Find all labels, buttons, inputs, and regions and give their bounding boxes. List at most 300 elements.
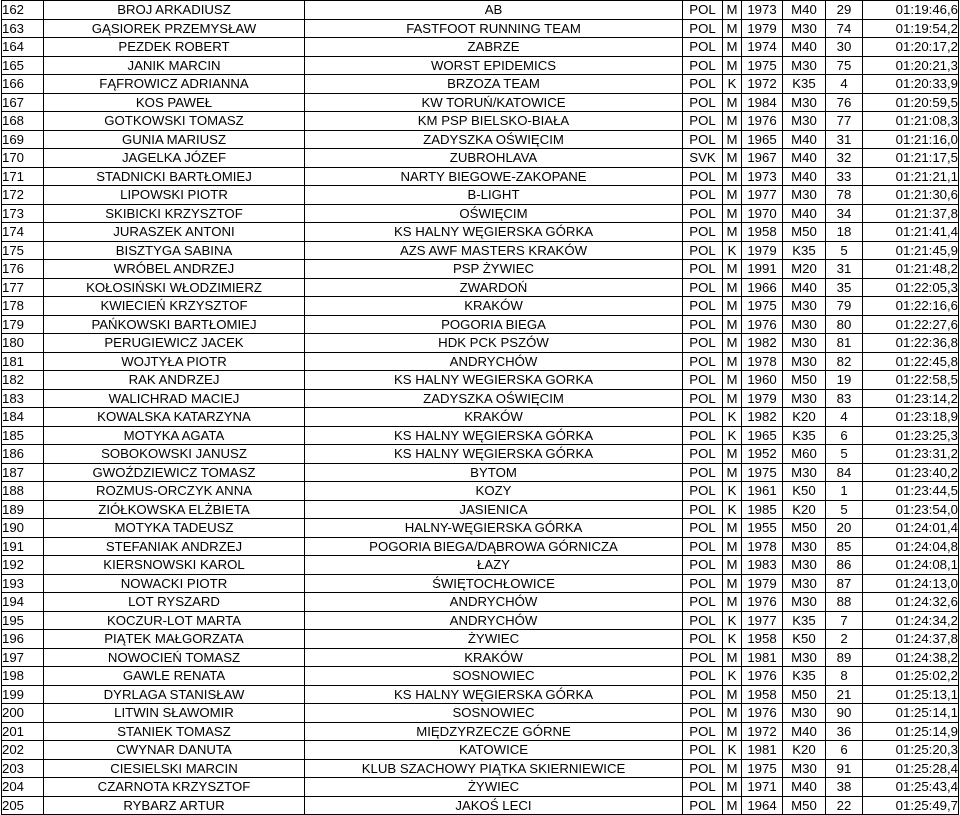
category-cell: M20 — [783, 260, 826, 279]
category-place-cell: 1 — [826, 482, 863, 501]
sex-cell: M — [723, 796, 742, 815]
birth-year-cell: 1958 — [742, 223, 783, 242]
runner-name-cell: GWOŹDZIEWICZ TOMASZ — [44, 463, 305, 482]
finish-time-cell: 01:20:17,2 — [863, 38, 959, 57]
birth-year-cell: 1981 — [742, 741, 783, 760]
category-cell: M30 — [783, 186, 826, 205]
place-cell: 193 — [2, 574, 44, 593]
finish-time-cell: 01:24:38,2 — [863, 648, 959, 667]
birth-year-cell: 1973 — [742, 167, 783, 186]
table-row — [2, 796, 959, 815]
runner-name-cell: KIERSNOWSKI KAROL — [44, 556, 305, 575]
table-row — [2, 426, 959, 445]
table-row — [2, 75, 959, 94]
category-place-cell: 29 — [826, 1, 863, 20]
sex-cell: M — [723, 463, 742, 482]
place-cell: 170 — [2, 149, 44, 168]
table-row — [2, 611, 959, 630]
table-row — [2, 704, 959, 723]
nationality-cell: POL — [683, 500, 723, 519]
club-cell: JAKOŚ LECI — [305, 796, 683, 815]
category-place-cell: 80 — [826, 315, 863, 334]
finish-time-cell: 01:25:02,2 — [863, 667, 959, 686]
place-cell: 180 — [2, 334, 44, 353]
finish-time-cell: 01:22:16,6 — [863, 297, 959, 316]
category-cell: M50 — [783, 519, 826, 538]
club-cell: KS HALNY WEGIERSKA GORKA — [305, 371, 683, 390]
sex-cell: M — [723, 352, 742, 371]
table-row — [2, 297, 959, 316]
table-row — [2, 722, 959, 741]
category-place-cell: 36 — [826, 722, 863, 741]
category-place-cell: 83 — [826, 389, 863, 408]
place-cell: 195 — [2, 611, 44, 630]
place-cell: 196 — [2, 630, 44, 649]
club-cell: ŚWIĘTOCHŁOWICE — [305, 574, 683, 593]
club-cell: KS HALNY WĘGIERSKA GÓRKA — [305, 223, 683, 242]
sex-cell: M — [723, 722, 742, 741]
finish-time-cell: 01:22:58,5 — [863, 371, 959, 390]
table-row — [2, 759, 959, 778]
category-cell: M30 — [783, 704, 826, 723]
sex-cell: M — [723, 19, 742, 38]
club-cell: KRAKÓW — [305, 408, 683, 427]
runner-name-cell: PIĄTEK MAŁGORZATA — [44, 630, 305, 649]
club-cell: SOSNOWIEC — [305, 667, 683, 686]
club-cell: AZS AWF MASTERS KRAKÓW — [305, 241, 683, 260]
category-place-cell: 79 — [826, 297, 863, 316]
table-row — [2, 334, 959, 353]
category-cell: M30 — [783, 537, 826, 556]
nationality-cell: POL — [683, 186, 723, 205]
runner-name-cell: SOBOKOWSKI JANUSZ — [44, 445, 305, 464]
sex-cell: M — [723, 112, 742, 131]
finish-time-cell: 01:25:14,9 — [863, 722, 959, 741]
nationality-cell: POL — [683, 371, 723, 390]
table-row — [2, 260, 959, 279]
category-cell: K50 — [783, 482, 826, 501]
table-row — [2, 630, 959, 649]
category-cell: K20 — [783, 408, 826, 427]
club-cell: OŚWIĘCIM — [305, 204, 683, 223]
table-row — [2, 741, 959, 760]
runner-name-cell: WOJTYŁA PIOTR — [44, 352, 305, 371]
sex-cell: M — [723, 56, 742, 75]
club-cell: AB — [305, 1, 683, 20]
place-cell: 202 — [2, 741, 44, 760]
place-cell: 175 — [2, 241, 44, 260]
table-row — [2, 241, 959, 260]
nationality-cell: POL — [683, 759, 723, 778]
birth-year-cell: 1976 — [742, 593, 783, 612]
category-place-cell: 84 — [826, 463, 863, 482]
runner-name-cell: PEZDEK ROBERT — [44, 38, 305, 57]
category-place-cell: 90 — [826, 704, 863, 723]
category-cell: M40 — [783, 778, 826, 797]
category-cell: M40 — [783, 278, 826, 297]
category-cell: M50 — [783, 371, 826, 390]
place-cell: 169 — [2, 130, 44, 149]
table-row — [2, 593, 959, 612]
category-place-cell: 85 — [826, 537, 863, 556]
table-row — [2, 574, 959, 593]
sex-cell: M — [723, 648, 742, 667]
finish-time-cell: 01:22:45,8 — [863, 352, 959, 371]
runner-name-cell: MOTYKA AGATA — [44, 426, 305, 445]
birth-year-cell: 1978 — [742, 537, 783, 556]
birth-year-cell: 1981 — [742, 648, 783, 667]
club-cell: ANDRYCHÓW — [305, 593, 683, 612]
place-cell: 168 — [2, 112, 44, 131]
club-cell: HDK PCK PSZÓW — [305, 334, 683, 353]
place-cell: 177 — [2, 278, 44, 297]
runner-name-cell: DYRLAGA STANISŁAW — [44, 685, 305, 704]
category-place-cell: 8 — [826, 667, 863, 686]
category-place-cell: 31 — [826, 260, 863, 279]
sex-cell: M — [723, 759, 742, 778]
club-cell: JASIENICA — [305, 500, 683, 519]
runner-name-cell: CWYNAR DANUTA — [44, 741, 305, 760]
category-place-cell: 30 — [826, 38, 863, 57]
birth-year-cell: 1979 — [742, 19, 783, 38]
category-place-cell: 7 — [826, 611, 863, 630]
category-place-cell: 20 — [826, 519, 863, 538]
category-cell: M50 — [783, 223, 826, 242]
runner-name-cell: JANIK MARCIN — [44, 56, 305, 75]
runner-name-cell: LITWIN SŁAWOMIR — [44, 704, 305, 723]
table-row — [2, 371, 959, 390]
finish-time-cell: 01:23:25,3 — [863, 426, 959, 445]
birth-year-cell: 1982 — [742, 334, 783, 353]
place-cell: 205 — [2, 796, 44, 815]
table-row — [2, 389, 959, 408]
table-row — [2, 1, 959, 20]
sex-cell: M — [723, 593, 742, 612]
table-row — [2, 186, 959, 205]
place-cell: 198 — [2, 667, 44, 686]
category-place-cell: 19 — [826, 371, 863, 390]
table-row — [2, 463, 959, 482]
club-cell: B-LIGHT — [305, 186, 683, 205]
runner-name-cell: NOWACKI PIOTR — [44, 574, 305, 593]
nationality-cell: POL — [683, 75, 723, 94]
place-cell: 163 — [2, 19, 44, 38]
sex-cell: K — [723, 408, 742, 427]
birth-year-cell: 1955 — [742, 519, 783, 538]
runner-name-cell: STADNICKI BARTŁOMIEJ — [44, 167, 305, 186]
sex-cell: M — [723, 556, 742, 575]
category-cell: M30 — [783, 574, 826, 593]
table-row — [2, 408, 959, 427]
club-cell: KATOWICE — [305, 741, 683, 760]
nationality-cell: POL — [683, 648, 723, 667]
category-cell: M30 — [783, 297, 826, 316]
birth-year-cell: 1979 — [742, 241, 783, 260]
sex-cell: M — [723, 167, 742, 186]
category-cell: K35 — [783, 426, 826, 445]
category-place-cell: 76 — [826, 93, 863, 112]
category-place-cell: 32 — [826, 149, 863, 168]
sex-cell: M — [723, 445, 742, 464]
category-place-cell: 22 — [826, 796, 863, 815]
nationality-cell: POL — [683, 38, 723, 57]
place-cell: 185 — [2, 426, 44, 445]
nationality-cell: POL — [683, 426, 723, 445]
nationality-cell: POL — [683, 537, 723, 556]
place-cell: 172 — [2, 186, 44, 205]
runner-name-cell: ZIÓŁKOWSKA ELŻBIETA — [44, 500, 305, 519]
table-row — [2, 482, 959, 501]
finish-time-cell: 01:21:08,3 — [863, 112, 959, 131]
category-place-cell: 86 — [826, 556, 863, 575]
sex-cell: M — [723, 223, 742, 242]
category-place-cell: 21 — [826, 685, 863, 704]
birth-year-cell: 1975 — [742, 56, 783, 75]
category-place-cell: 74 — [826, 19, 863, 38]
club-cell: KW TORUŃ/KATOWICE — [305, 93, 683, 112]
place-cell: 191 — [2, 537, 44, 556]
finish-time-cell: 01:23:44,5 — [863, 482, 959, 501]
nationality-cell: POL — [683, 1, 723, 20]
birth-year-cell: 1976 — [742, 315, 783, 334]
club-cell: BRZOZA TEAM — [305, 75, 683, 94]
nationality-cell: POL — [683, 204, 723, 223]
table-row — [2, 223, 959, 242]
birth-year-cell: 1979 — [742, 574, 783, 593]
birth-year-cell: 1982 — [742, 408, 783, 427]
runner-name-cell: KWIECIEŃ KRZYSZTOF — [44, 297, 305, 316]
place-cell: 199 — [2, 685, 44, 704]
category-cell: M30 — [783, 352, 826, 371]
table-row — [2, 112, 959, 131]
birth-year-cell: 1975 — [742, 297, 783, 316]
birth-year-cell: 1952 — [742, 445, 783, 464]
category-place-cell: 5 — [826, 445, 863, 464]
category-cell: M50 — [783, 685, 826, 704]
club-cell: KRAKÓW — [305, 297, 683, 316]
runner-name-cell: GUNIA MARIUSZ — [44, 130, 305, 149]
category-place-cell: 77 — [826, 112, 863, 131]
club-cell: ZADYSZKA OŚWIĘCIM — [305, 389, 683, 408]
category-cell: M30 — [783, 334, 826, 353]
place-cell: 167 — [2, 93, 44, 112]
table-row — [2, 537, 959, 556]
category-cell: M40 — [783, 167, 826, 186]
category-cell: M40 — [783, 130, 826, 149]
table-row — [2, 352, 959, 371]
category-cell: K35 — [783, 611, 826, 630]
sex-cell: K — [723, 611, 742, 630]
club-cell: ANDRYCHÓW — [305, 352, 683, 371]
nationality-cell: POL — [683, 278, 723, 297]
club-cell: WORST EPIDEMICS — [305, 56, 683, 75]
birth-year-cell: 1965 — [742, 130, 783, 149]
category-place-cell: 34 — [826, 204, 863, 223]
place-cell: 190 — [2, 519, 44, 538]
birth-year-cell: 1974 — [742, 38, 783, 57]
category-cell: M60 — [783, 445, 826, 464]
table-row — [2, 778, 959, 797]
finish-time-cell: 01:25:20,3 — [863, 741, 959, 760]
place-cell: 179 — [2, 315, 44, 334]
sex-cell: M — [723, 389, 742, 408]
runner-name-cell: PERUGIEWICZ JACEK — [44, 334, 305, 353]
place-cell: 184 — [2, 408, 44, 427]
category-place-cell: 89 — [826, 648, 863, 667]
finish-time-cell: 01:23:40,2 — [863, 463, 959, 482]
nationality-cell: POL — [683, 519, 723, 538]
club-cell: ŻYWIEC — [305, 778, 683, 797]
runner-name-cell: CIESIELSKI MARCIN — [44, 759, 305, 778]
finish-time-cell: 01:25:28,4 — [863, 759, 959, 778]
club-cell: HALNY-WĘGIERSKA GÓRKA — [305, 519, 683, 538]
nationality-cell: POL — [683, 408, 723, 427]
place-cell: 187 — [2, 463, 44, 482]
finish-time-cell: 01:23:31,2 — [863, 445, 959, 464]
birth-year-cell: 1984 — [742, 93, 783, 112]
runner-name-cell: STEFANIAK ANDRZEJ — [44, 537, 305, 556]
nationality-cell: POL — [683, 685, 723, 704]
runner-name-cell: RYBARZ ARTUR — [44, 796, 305, 815]
sex-cell: M — [723, 704, 742, 723]
club-cell: NARTY BIEGOWE-ZAKOPANE — [305, 167, 683, 186]
nationality-cell: POL — [683, 352, 723, 371]
category-place-cell: 38 — [826, 778, 863, 797]
category-cell: M40 — [783, 204, 826, 223]
sex-cell: K — [723, 75, 742, 94]
category-cell: M30 — [783, 389, 826, 408]
table-row — [2, 278, 959, 297]
sex-cell: M — [723, 93, 742, 112]
category-cell: K35 — [783, 75, 826, 94]
finish-time-cell: 01:20:59,5 — [863, 93, 959, 112]
birth-year-cell: 1973 — [742, 1, 783, 20]
finish-time-cell: 01:24:13,0 — [863, 574, 959, 593]
category-cell: M30 — [783, 56, 826, 75]
sex-cell: M — [723, 537, 742, 556]
category-cell: K50 — [783, 630, 826, 649]
category-place-cell: 2 — [826, 630, 863, 649]
finish-time-cell: 01:25:43,4 — [863, 778, 959, 797]
category-cell: M40 — [783, 1, 826, 20]
finish-time-cell: 01:24:04,8 — [863, 537, 959, 556]
sex-cell: M — [723, 371, 742, 390]
finish-time-cell: 01:21:17,5 — [863, 149, 959, 168]
category-place-cell: 82 — [826, 352, 863, 371]
table-row — [2, 149, 959, 168]
place-cell: 186 — [2, 445, 44, 464]
sex-cell: M — [723, 38, 742, 57]
runner-name-cell: KOCZUR-LOT MARTA — [44, 611, 305, 630]
club-cell: POGORIA BIEGA/DĄBROWA GÓRNICZA — [305, 537, 683, 556]
runner-name-cell: JAGELKA JÓZEF — [44, 149, 305, 168]
nationality-cell: POL — [683, 778, 723, 797]
table-row — [2, 648, 959, 667]
club-cell: KM PSP BIELSKO-BIAŁA — [305, 112, 683, 131]
sex-cell: K — [723, 500, 742, 519]
category-place-cell: 78 — [826, 186, 863, 205]
category-place-cell: 5 — [826, 241, 863, 260]
club-cell: KS HALNY WĘGIERSKA GÓRKA — [305, 426, 683, 445]
category-cell: M30 — [783, 556, 826, 575]
category-cell: M40 — [783, 149, 826, 168]
sex-cell: K — [723, 667, 742, 686]
sex-cell: M — [723, 130, 742, 149]
club-cell: ŁAZY — [305, 556, 683, 575]
table-row — [2, 56, 959, 75]
runner-name-cell: LOT RYSZARD — [44, 593, 305, 612]
birth-year-cell: 1991 — [742, 260, 783, 279]
club-cell: PSP ŻYWIEC — [305, 260, 683, 279]
nationality-cell: POL — [683, 56, 723, 75]
nationality-cell: POL — [683, 241, 723, 260]
table-row — [2, 315, 959, 334]
runner-name-cell: KOS PAWEŁ — [44, 93, 305, 112]
category-cell: M30 — [783, 19, 826, 38]
nationality-cell: POL — [683, 315, 723, 334]
finish-time-cell: 01:24:32,6 — [863, 593, 959, 612]
nationality-cell: POL — [683, 741, 723, 760]
place-cell: 204 — [2, 778, 44, 797]
place-cell: 178 — [2, 297, 44, 316]
table-row — [2, 685, 959, 704]
club-cell: ZUBROHLAVA — [305, 149, 683, 168]
birth-year-cell: 1958 — [742, 685, 783, 704]
nationality-cell: POL — [683, 593, 723, 612]
runner-name-cell: STANIEK TOMASZ — [44, 722, 305, 741]
category-place-cell: 18 — [826, 223, 863, 242]
sex-cell: M — [723, 278, 742, 297]
birth-year-cell: 1977 — [742, 611, 783, 630]
finish-time-cell: 01:19:46,6 — [863, 1, 959, 20]
table-row — [2, 500, 959, 519]
category-cell: M40 — [783, 38, 826, 57]
category-cell: M30 — [783, 759, 826, 778]
place-cell: 181 — [2, 352, 44, 371]
runner-name-cell: NOWOCIEŃ TOMASZ — [44, 648, 305, 667]
birth-year-cell: 1975 — [742, 463, 783, 482]
place-cell: 173 — [2, 204, 44, 223]
runner-name-cell: WRÓBEL ANDRZEJ — [44, 260, 305, 279]
sex-cell: K — [723, 741, 742, 760]
sex-cell: M — [723, 334, 742, 353]
category-place-cell: 88 — [826, 593, 863, 612]
finish-time-cell: 01:24:34,2 — [863, 611, 959, 630]
club-cell: KLUB SZACHOWY PIĄTKA SKIERNIEWICE — [305, 759, 683, 778]
place-cell: 162 — [2, 1, 44, 20]
table-row — [2, 38, 959, 57]
club-cell: ZADYSZKA OŚWIĘCIM — [305, 130, 683, 149]
runner-name-cell: GAWLE RENATA — [44, 667, 305, 686]
birth-year-cell: 1977 — [742, 186, 783, 205]
table-row — [2, 19, 959, 38]
finish-time-cell: 01:23:54,0 — [863, 500, 959, 519]
finish-time-cell: 01:21:16,0 — [863, 130, 959, 149]
runner-name-cell: LIPOWSKI PIOTR — [44, 186, 305, 205]
club-cell: KOZY — [305, 482, 683, 501]
finish-time-cell: 01:22:36,8 — [863, 334, 959, 353]
nationality-cell: POL — [683, 574, 723, 593]
place-cell: 188 — [2, 482, 44, 501]
club-cell: KRAKÓW — [305, 648, 683, 667]
category-place-cell: 35 — [826, 278, 863, 297]
nationality-cell: SVK — [683, 149, 723, 168]
table-row — [2, 667, 959, 686]
birth-year-cell: 1976 — [742, 667, 783, 686]
sex-cell: M — [723, 519, 742, 538]
category-cell: M30 — [783, 315, 826, 334]
place-cell: 174 — [2, 223, 44, 242]
